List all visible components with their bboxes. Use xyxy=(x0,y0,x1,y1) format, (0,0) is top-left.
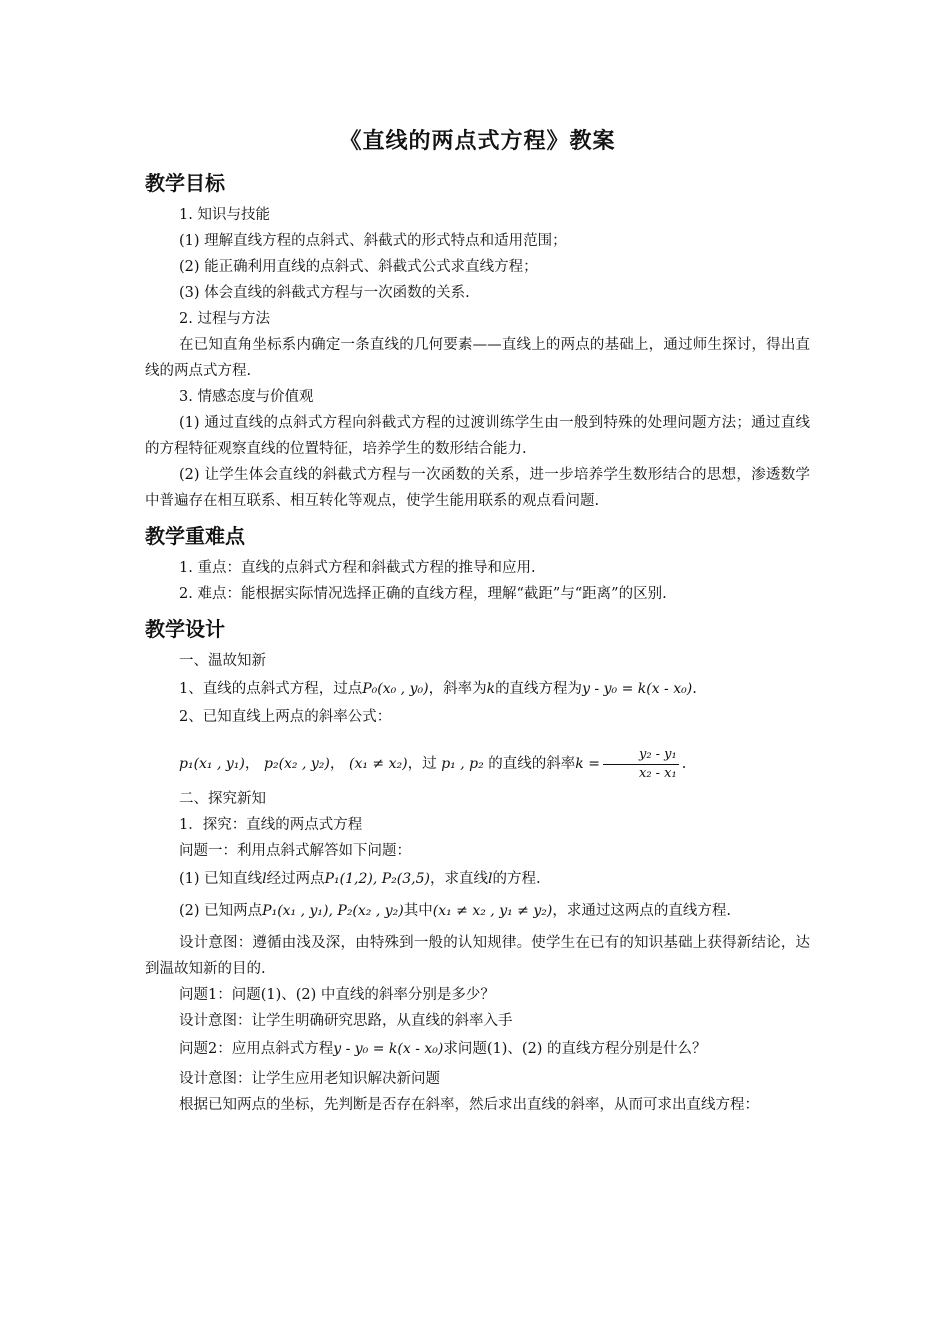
paragraph: 根据已知两点的坐标，先判断是否存在斜率，然后求出直线的斜率，从而可求出直线方程： xyxy=(179,1097,759,1113)
paragraph: 二、探究新知 xyxy=(179,791,266,807)
math-expression: (x₁ ≠ x₂) xyxy=(349,756,408,772)
math-expression: P₁(1,2), P₂(3,5) xyxy=(324,871,430,887)
problem-2-line xyxy=(145,898,810,924)
paragraph: (3) 体会直线的斜截式方程与一次函数的关系. xyxy=(179,285,470,301)
math-expression: k xyxy=(486,681,496,697)
math-expression: p₁(x₁ , y₁) xyxy=(179,756,245,772)
math-expression: y - y₀ = k(x - x₀) xyxy=(333,1041,444,1057)
problem-1-line xyxy=(145,866,810,892)
text: 问题2：应用点斜式方程 xyxy=(179,1041,334,1057)
paragraph: 3. 情感态度与价值观 xyxy=(179,389,314,405)
text: (1) 已知直线 xyxy=(179,871,263,887)
paragraph: 问题1：问题(1)、(2) 中直线的斜率分别是多少？ xyxy=(179,987,495,1003)
document-title: 《直线的两点式方程》教案 xyxy=(339,129,616,154)
text: 的直线方程为 xyxy=(495,681,583,697)
text: ，求通过这两点的直线方程. xyxy=(552,903,731,919)
section-heading-design: 教学设计 xyxy=(145,617,225,641)
paragraph: 2. 过程与方法 xyxy=(179,311,270,327)
paragraph: 设计意图：让学生明确研究思路，从直线的斜率入手 xyxy=(179,1013,513,1029)
text: ， xyxy=(244,756,260,772)
fraction-numerator: y₂ - y₁ xyxy=(603,746,679,765)
paragraph: (1) 理解直线方程的点斜式、斜截式的形式特点和适用范围； xyxy=(179,233,567,249)
paragraph: 在已知直角坐标系内确定一条直线的几何要素——直线上的两点的基础上，通过师生探讨，得出直线的两点式方程. xyxy=(145,337,810,379)
paragraph: 1. 重点：直线的点斜式方程和斜截式方程的推导和应用. xyxy=(179,560,536,576)
math-expression: p₂(x₂ , y₂) xyxy=(264,756,330,772)
math-expression: l xyxy=(262,871,267,887)
fraction-denominator: x₂ - x₁ xyxy=(638,765,677,781)
text: ，求直线 xyxy=(429,871,488,887)
section-heading-key-points: 教学重难点 xyxy=(145,524,245,548)
text: 经过两点 xyxy=(266,871,325,887)
paragraph: 问题一：利用点斜式解答如下问题： xyxy=(179,843,411,859)
math-expression: y - y₀ = k(x - x₀) xyxy=(582,681,693,697)
paragraph: 1．探究：直线的两点式方程 xyxy=(179,817,363,833)
slope-fraction xyxy=(603,746,679,783)
paragraph: 1. 知识与技能 xyxy=(179,207,270,223)
text: 求问题(1)、(2) 的直线方程分别是什么？ xyxy=(443,1041,707,1057)
text: (2) 已知两点 xyxy=(179,903,263,919)
math-expression: P₁(x₁ , y₁), P₂(x₂ , y₂) xyxy=(262,903,404,919)
text: . xyxy=(692,681,697,697)
paragraph: (2) 让学生体会直线的斜截式方程与一次函数的关系，进一步培养学生数形结合的思想，渗透数学中普遍存在相互联系、相互转化等观点，使学生能用联系的观点看问题. xyxy=(145,467,810,509)
document-page xyxy=(145,118,810,1118)
paragraph: (2) 能正确利用直线的点斜式、斜截式公式求直线方程； xyxy=(179,259,538,275)
slope-formula-line xyxy=(145,742,810,786)
text: 其中 xyxy=(403,903,433,919)
section-heading-objectives: 教学目标 xyxy=(145,171,225,195)
text: 的直线的斜率 xyxy=(488,756,576,772)
paragraph: 2、已知直线上两点的斜率公式： xyxy=(179,709,392,725)
paragraph: 一、温故知新 xyxy=(179,653,266,669)
text: ， xyxy=(329,756,345,772)
question-2-line xyxy=(145,1036,810,1062)
point-slope-line xyxy=(145,676,810,702)
paragraph: 设计意图：让学生应用老知识解决新问题 xyxy=(179,1071,440,1087)
text: 的方程. xyxy=(492,871,541,887)
math-expression: l xyxy=(487,871,493,887)
math-expression: p₁ , p₂ xyxy=(441,756,484,772)
text: ，过 xyxy=(407,756,437,772)
paragraph: (1) 通过直线的点斜式方程向斜截式方程的过渡训练学生由一般到特殊的处理问题方法；通过直线的方程特征观察直线的位置特征，培养学生的数形结合能力. xyxy=(145,415,810,457)
paragraph: 设计意图：遵循由浅及深，由特殊到一般的认知规律。使学生在已有的知识基础上获得新结论，达到温故知新的目的. xyxy=(145,935,810,977)
math-expression: k = xyxy=(575,756,600,772)
text: ，斜率为 xyxy=(428,681,487,697)
math-expression: (x₁ ≠ x₂ , y₁ ≠ y₂) xyxy=(432,903,553,919)
paragraph: 2. 难点：能根据实际情况选择正确的直线方程，理解“截距”与“距离”的区别. xyxy=(179,586,667,602)
math-expression: P₀(x₀ , y₀) xyxy=(362,681,429,697)
text: . xyxy=(681,756,687,772)
text: 1、直线的点斜式方程，过点 xyxy=(179,681,363,697)
